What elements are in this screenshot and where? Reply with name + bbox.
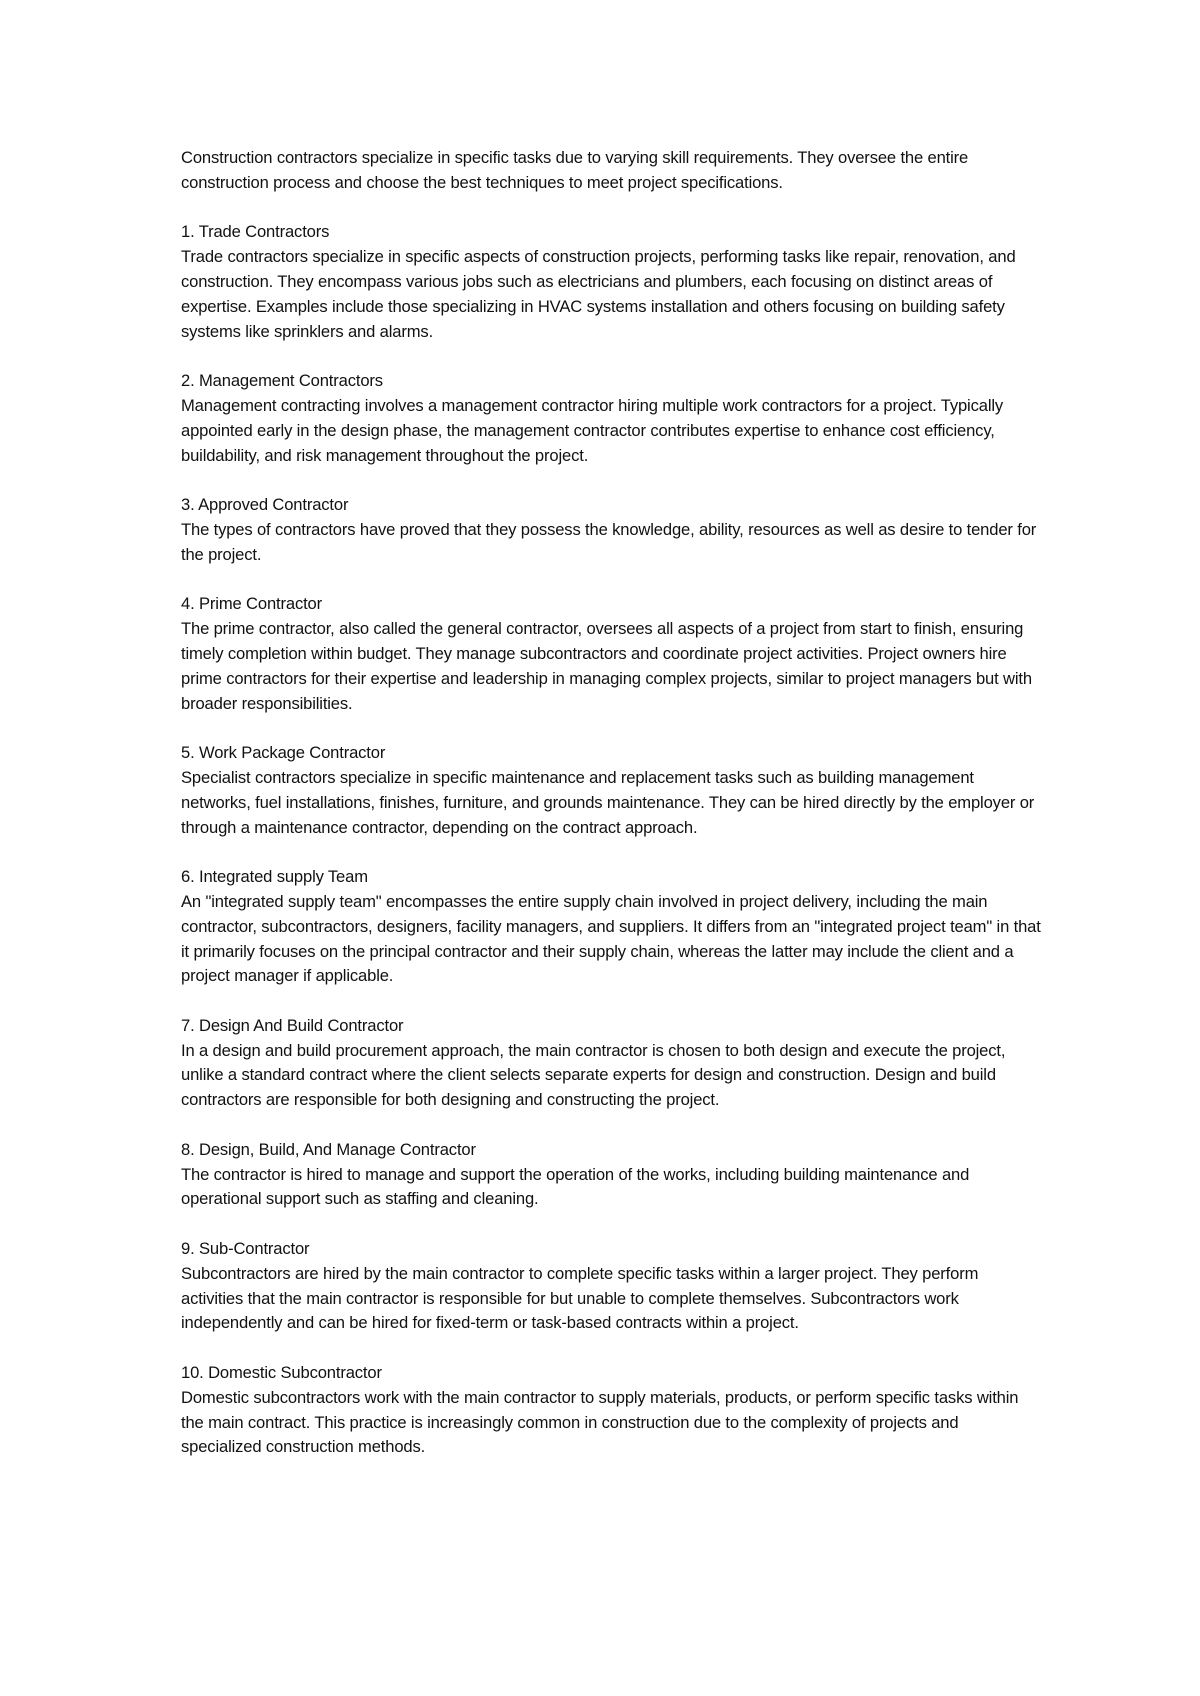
section-work-package-contractor [181,741,1041,840]
section-heading: 3. Approved Contractor [181,495,349,515]
section-heading: 10. Domestic Subcontractor [181,1363,382,1383]
section-paragraph: Management contracting involves a management contractor hiring multiple work contractors for a project. Typically appointed early in the design phase, the management contractor contributes expertise to enhance cost efficiency, buildability, and risk management throughout the project. [181,395,1004,465]
section-heading: 9. Sub-Contractor [181,1239,310,1259]
section-design-build-manage-contractor [181,1138,1041,1212]
section-heading: 1. Trade Contractors [181,222,330,242]
section-paragraph: Trade contractors specialize in specific aspects of construction projects, performing tasks like repair, renovation, and construction. They encompass various jobs such as electricians and plumbers, each focusing on distinct areas of expertise. Examples include those specializing in HVAC systems installation and others focusing on building safety systems like sprinklers and alarms. [181,247,1016,341]
section-paragraph: The contractor is hired to manage and support the operation of the works, including building maintenance and operational support such as staffing and cleaning. [181,1164,970,1209]
section-paragraph: Domestic subcontractors work with the main contractor to supply materials, products, or perform specific tasks within the main contract. This practice is increasingly common in construction due to the complexity of projects and specialized construction methods. [181,1387,1019,1457]
section-paragraph: An "integrated supply team" encompasses the entire supply chain involved in project delivery, including the main contractor, subcontractors, designers, facility managers, and suppliers. It differs from an "integrated project team" in that it primarily focuses on the principal contractor and their supply chain, whereas the latter may include the client and a project manager if applicable. [181,891,1041,986]
section-approved-contractor [181,493,1041,567]
section-sub-contractor [181,1237,1041,1336]
intro-paragraph: Construction contractors specialize in specific tasks due to varying skill requirements. They oversee the entire construction process and choose the best techniques to meet project specifications. [181,148,969,192]
section-management-contractors [181,369,1041,468]
section-integrated-supply-team [181,865,1041,989]
section-design-and-build-contractor [181,1014,1041,1113]
section-trade-contractors [181,220,1041,344]
section-heading: 5. Work Package Contractor [181,743,386,763]
section-heading: 8. Design, Build, And Manage Contractor [181,1139,476,1159]
section-paragraph: Specialist contractors specialize in specific maintenance and replacement tasks such as building management networks, fuel installations, finishes, furniture, and grounds maintenance. They can be hired directly by the employer or through a maintenance contractor, depending on the contract approach. [181,767,1035,837]
section-heading: 2. Management Contractors [181,371,383,391]
section-paragraph: The prime contractor, also called the general contractor, oversees all aspects of a project from start to finish, ensuring timely completion within budget. They manage subcontractors and coordinate project activities. Project owners hire prime contractors for their expertise and leadership in managing complex projects, similar to project managers but with broader responsibilities. [181,619,1032,713]
section-paragraph: In a design and build procurement approach, the main contractor is chosen to both design and execute the project, unlike a standard contract where the client selects separate experts for design and construction. Design and build contractors are responsible for both designing and constructing the project. [181,1040,1006,1110]
section-domestic-subcontractor [181,1361,1041,1460]
section-prime-contractor [181,592,1041,716]
document-body [181,146,1041,1485]
section-heading: 7. Design And Build Contractor [181,1015,404,1035]
section-heading: 4. Prime Contractor [181,594,323,614]
section-paragraph: The types of contractors have proved that they possess the knowledge, ability, resources as well as desire to tender for the project. [181,519,1037,564]
section-paragraph: Subcontractors are hired by the main contractor to complete specific tasks within a larger project. They perform activities that the main contractor is responsible for but unable to complete themselves. Subcontractors work independently and can be hired for fixed-term or task-based contracts within a project. [181,1263,979,1333]
section-heading: 6. Integrated supply Team [181,867,368,887]
